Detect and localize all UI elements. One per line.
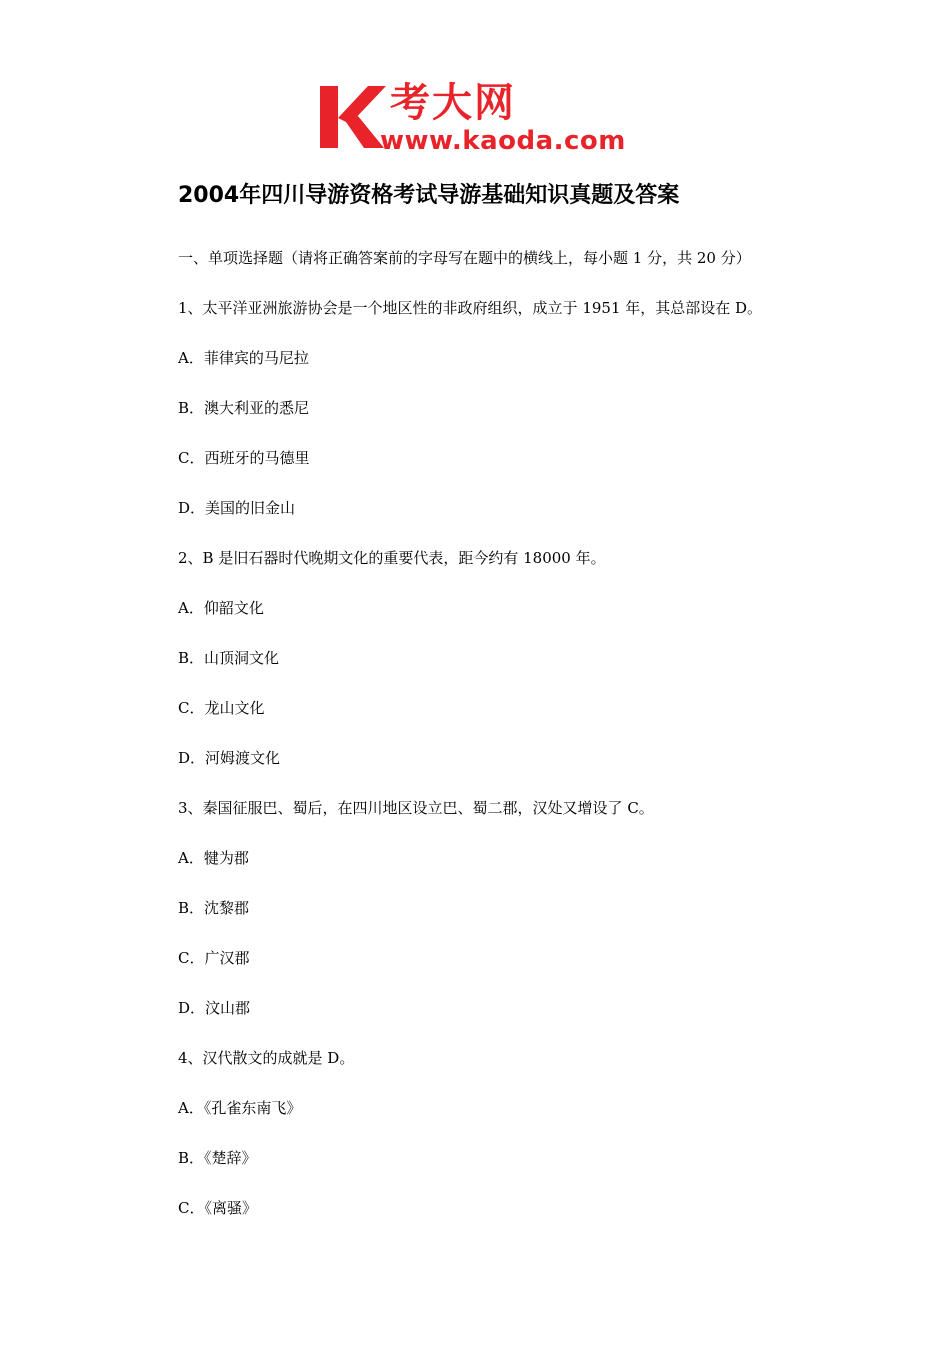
document-title: 2004年四川导游资格考试导游基础知识真题及答案: [178, 183, 680, 208]
option-item: D．汶山郡: [178, 999, 251, 1017]
question-stem: 2、B 是旧石器时代晚期文化的重要代表，距今约有 18000 年。: [178, 549, 606, 567]
question-stem: 3、秦国征服巴、蜀后，在四川地区设立巴、蜀二郡，汉处又增设了 C。: [178, 799, 654, 817]
option-item: B．山顶洞文化: [178, 649, 280, 667]
option-item: D．美国的旧金山: [178, 499, 296, 517]
k-logo-icon: [318, 82, 386, 152]
option-item: D．河姆渡文化: [178, 749, 281, 767]
option-item: C．西班牙的马德里: [178, 449, 310, 467]
site-logo: [318, 80, 640, 160]
option-item: C．广汉郡: [178, 949, 250, 967]
option-item: A．犍为郡: [178, 849, 249, 867]
logo-brand-text: 考大网: [390, 80, 516, 126]
question-stem: 4、汉代散文的成就是 D。: [178, 1049, 355, 1067]
option-item: B．澳大利亚的悉尼: [178, 399, 310, 417]
option-item: C．龙山文化: [178, 699, 265, 717]
option-item: B．《楚辞》: [178, 1149, 257, 1167]
option-item: A．仰韶文化: [178, 599, 264, 617]
option-item: C．《离骚》: [178, 1199, 257, 1217]
logo-url-text: www.kaoda.com: [380, 126, 626, 156]
option-item: A．菲律宾的马尼拉: [178, 349, 309, 367]
section-heading: 一、单项选择题（请将正确答案前的字母写在题中的横线上，每小题 1 分，共 20 分）: [178, 249, 751, 267]
question-stem: 1、太平洋亚洲旅游协会是一个地区性的非政府组织，成立于 1951 年，其总部设在 D。: [178, 299, 763, 317]
option-item: A．《孔雀东南飞》: [178, 1099, 302, 1117]
option-item: B．沈黎郡: [178, 899, 250, 917]
